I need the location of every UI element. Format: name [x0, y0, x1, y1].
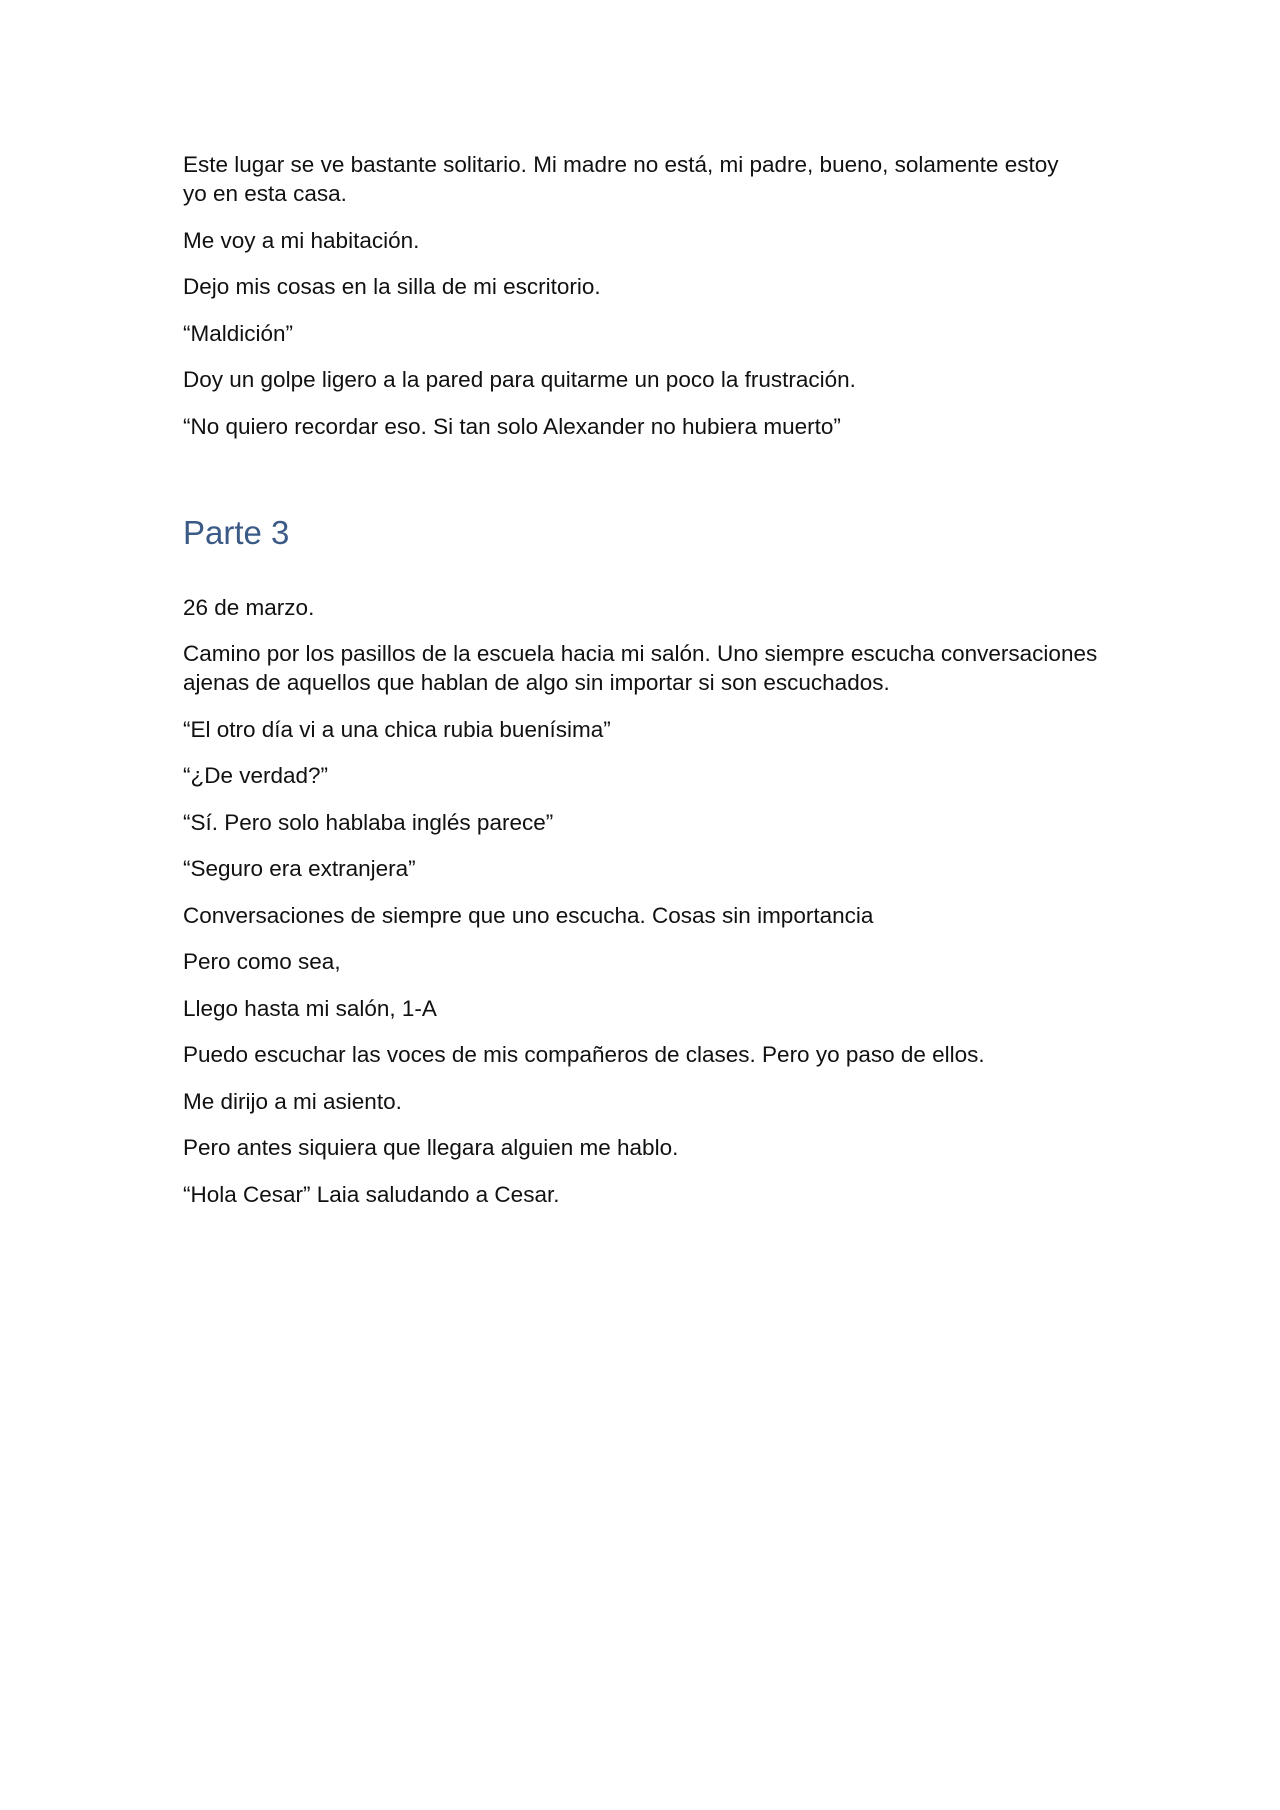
paragraph: “No quiero recordar eso. Si tan solo Alexander no hubiera muerto” [183, 413, 841, 439]
paragraph: “Sí. Pero solo hablaba inglés parece” [183, 809, 554, 835]
paragraph: Me dirijo a mi asiento. [183, 1088, 402, 1114]
paragraph: Pero como sea, [183, 949, 341, 974]
paragraph: Este lugar se ve bastante solitario. Mi madre no está, mi padre, bueno, solamente estoy yo en esta casa. [183, 152, 1059, 206]
paragraph: Camino por los pasillos de la escuela hacia mi salón. Uno siempre escucha conversaciones ajenas de aquellos que hablan de algo sin importar si son escuchados. [183, 641, 1098, 695]
paragraph: Dejo mis cosas en la silla de mi escritorio. [183, 274, 601, 299]
paragraph: “El otro día vi a una chica rubia buenísima” [183, 716, 611, 742]
section-intro [183, 150, 1113, 441]
paragraph: Me voy a mi habitación. [183, 227, 420, 253]
paragraph: Llego hasta mi salón, 1-A [183, 995, 437, 1021]
paragraph: “¿De verdad?” [183, 763, 329, 788]
paragraph: Doy un golpe ligero a la pared para quitarme un poco la frustración. [183, 367, 856, 392]
page-content [183, 150, 1113, 1226]
paragraph: “Seguro era extranjera” [183, 856, 416, 881]
paragraph: Conversaciones de siempre que uno escucha. Cosas sin importancia [183, 902, 874, 928]
paragraph: Puedo escuchar las voces de mis compañeros de clases. Pero yo paso de ellos. [183, 1042, 985, 1067]
section-heading: Parte 3 [183, 513, 290, 551]
paragraph: 26 de marzo. [183, 594, 315, 620]
paragraph: “Hola Cesar” Laia saludando a Cesar. [183, 1181, 560, 1207]
section-parte-3 [183, 593, 1113, 1209]
paragraph: “Maldición” [183, 320, 294, 346]
paragraph: Pero antes siquiera que llegara alguien me hablo. [183, 1135, 679, 1160]
